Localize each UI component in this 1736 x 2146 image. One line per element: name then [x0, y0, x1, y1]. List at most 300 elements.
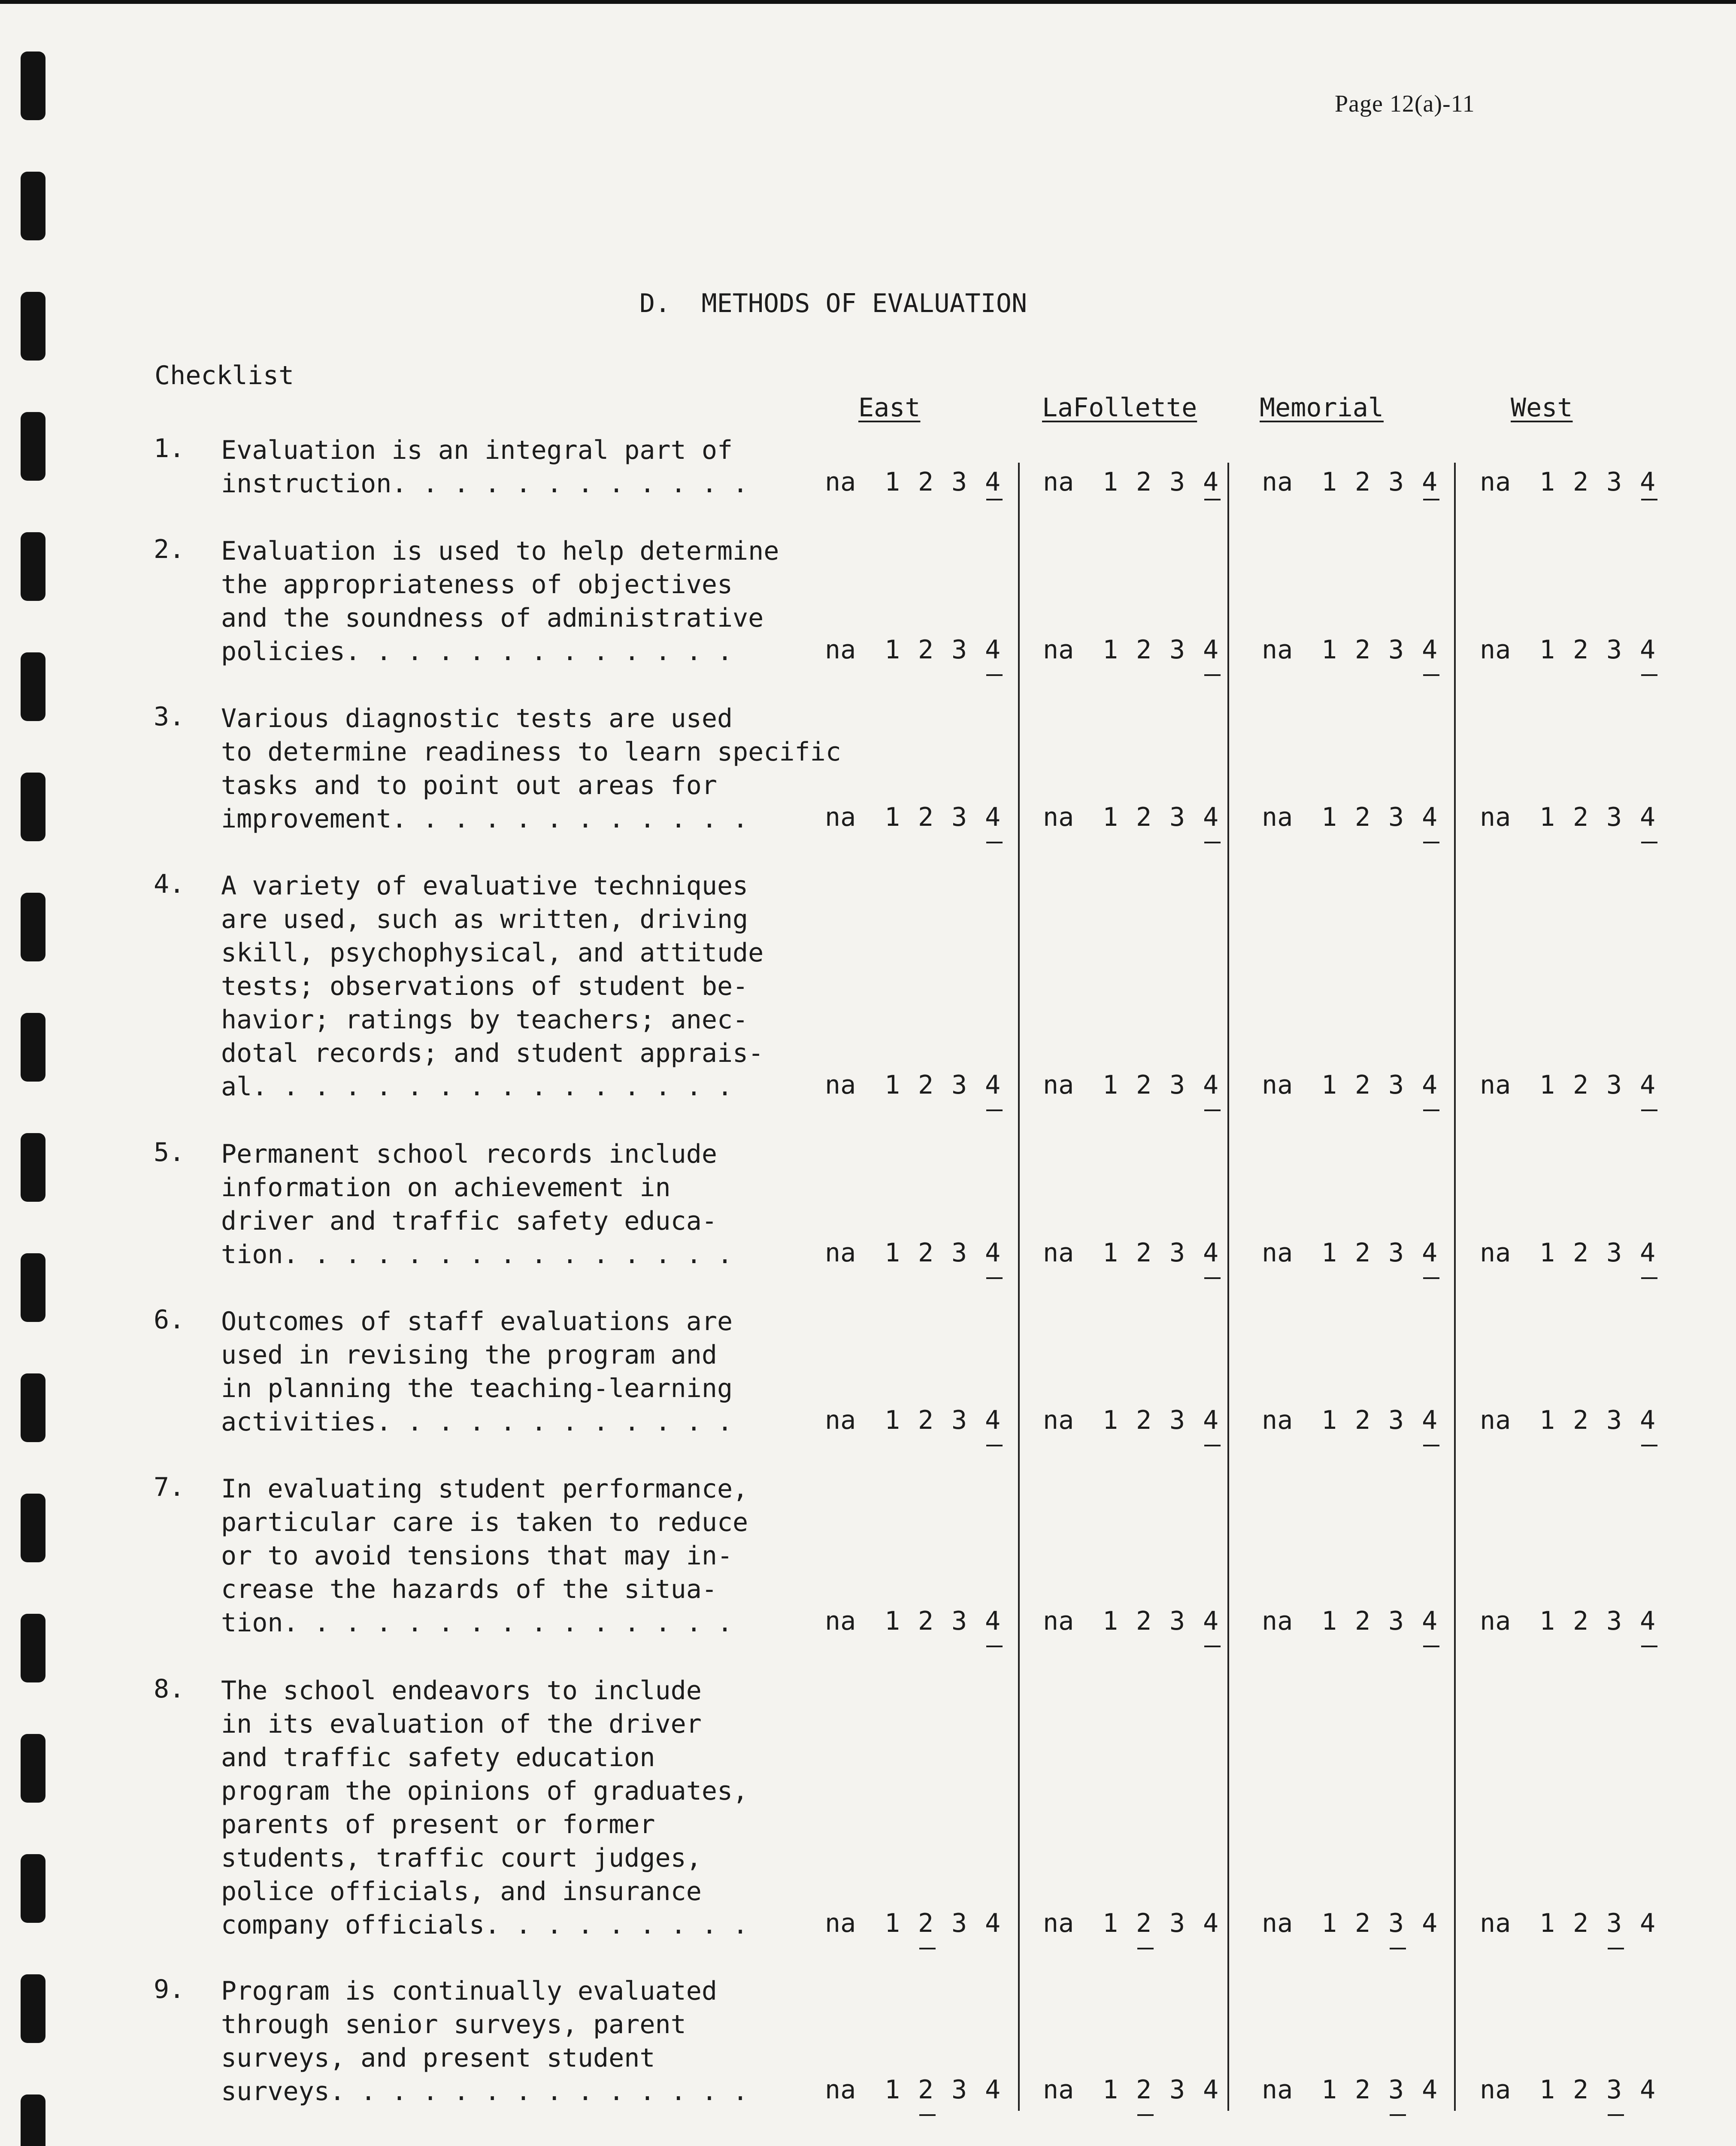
- rating-option: na: [1262, 2075, 1293, 2105]
- selected-rating: 4: [1631, 467, 1664, 497]
- rating-option: na: [1262, 1908, 1293, 1938]
- selected-rating: 4: [1631, 1070, 1664, 1100]
- rating-option: 3: [1606, 1070, 1622, 1100]
- item-text-line: tion. . . . . . . . . . . . . . .: [221, 1608, 733, 1638]
- rating-option: 3: [951, 802, 967, 832]
- rating-option: 1: [884, 802, 900, 832]
- item-text-line: and traffic safety education: [221, 1743, 655, 1773]
- punch-hole: [21, 1133, 45, 1202]
- rating-option: 1: [1321, 635, 1337, 665]
- rating-option: 4: [1639, 2075, 1656, 2105]
- rating-option: 3: [951, 1908, 967, 1938]
- rating-east: [825, 1238, 1009, 1268]
- rating-option: 2: [918, 1070, 934, 1100]
- rating-east: [825, 635, 1009, 665]
- rating-option: 2: [1136, 1238, 1152, 1268]
- rating-option: na: [825, 1908, 856, 1938]
- rating-option: 3: [1606, 467, 1622, 497]
- rating-west: [1480, 1606, 1664, 1636]
- selected-rating: 3: [1379, 2075, 1413, 2105]
- rating-option: 3: [1388, 1070, 1404, 1100]
- rating-option: 3: [1169, 2075, 1185, 2105]
- selected-rating: 4: [1413, 1070, 1446, 1100]
- rating-option: 1: [1539, 1238, 1555, 1268]
- rating-option: 2: [918, 1606, 934, 1636]
- item-number: 1.: [154, 433, 185, 464]
- item-text-line: used in revising the program and: [221, 1340, 717, 1370]
- rating-option: na: [1262, 1238, 1293, 1268]
- rating-west: [1480, 467, 1664, 497]
- item-text-line: crease the hazards of the situa-: [221, 1574, 717, 1604]
- selected-rating: 3: [1379, 1908, 1413, 1938]
- column-divider: [1454, 463, 1456, 2111]
- rating-option: 2: [918, 1405, 934, 1435]
- item-text-line: program the opinions of graduates,: [221, 1776, 748, 1806]
- item-number: 6.: [154, 1305, 185, 1335]
- rating-option: na: [1043, 1908, 1074, 1938]
- rating-option: na: [825, 635, 856, 665]
- rating-lafollette: [1043, 1908, 1227, 1938]
- rating-option: na: [1262, 467, 1293, 497]
- rating-option: 3: [1388, 802, 1404, 832]
- rating-memorial: [1262, 1908, 1446, 1938]
- rating-option: 3: [1169, 467, 1185, 497]
- rating-option: 1: [1102, 2075, 1118, 2105]
- item-text-line: The school endeavors to include: [221, 1676, 702, 1706]
- selected-rating: 4: [1413, 802, 1446, 832]
- rating-option: 2: [1136, 1606, 1152, 1636]
- column-header-west: West: [1511, 393, 1573, 423]
- rating-option: 2: [1572, 1070, 1589, 1100]
- item-text-line: students, traffic court judges,: [221, 1843, 702, 1873]
- rating-option: 1: [884, 1070, 900, 1100]
- rating-memorial: [1262, 635, 1446, 665]
- rating-option: 2: [1572, 802, 1589, 832]
- rating-west: [1480, 1908, 1664, 1938]
- punch-hole: [21, 652, 45, 721]
- rating-option: 1: [1321, 1238, 1337, 1268]
- rating-option: 1: [1102, 635, 1118, 665]
- rating-option: 1: [1539, 467, 1555, 497]
- item-number: 7.: [154, 1472, 185, 1502]
- rating-option: 4: [1421, 1908, 1438, 1938]
- rating-option: na: [1480, 1908, 1511, 1938]
- rating-option: 1: [884, 1238, 900, 1268]
- rating-option: na: [825, 1070, 856, 1100]
- item-text-line: instruction. . . . . . . . . . . .: [221, 469, 748, 499]
- rating-east: [825, 1908, 1009, 1938]
- rating-option: 3: [1169, 1908, 1185, 1938]
- rating-east: [825, 2075, 1009, 2105]
- rating-option: 3: [951, 1070, 967, 1100]
- item-number: 8.: [154, 1674, 185, 1704]
- rating-option: 3: [1169, 802, 1185, 832]
- rating-option: na: [1262, 1070, 1293, 1100]
- rating-lafollette: [1043, 1405, 1227, 1435]
- item-text-line: policies. . . . . . . . . . . . .: [221, 637, 733, 667]
- rating-option: 2: [1136, 1405, 1152, 1435]
- rating-option: 2: [1354, 467, 1371, 497]
- punch-hole: [21, 1974, 45, 2043]
- rating-option: 1: [1102, 1908, 1118, 1938]
- item-text-line: Program is continually evaluated: [221, 1976, 717, 2006]
- rating-option: 1: [884, 467, 900, 497]
- rating-option: 4: [1203, 1908, 1219, 1938]
- item-text-line: particular care is taken to reduce: [221, 1507, 748, 1537]
- selected-rating: 4: [1194, 1405, 1227, 1435]
- selected-rating: 4: [1194, 1238, 1227, 1268]
- rating-option: 1: [1102, 1405, 1118, 1435]
- rating-option: 1: [1321, 1070, 1337, 1100]
- rating-memorial: [1262, 1070, 1446, 1100]
- item-text-line: tion. . . . . . . . . . . . . . .: [221, 1240, 733, 1270]
- rating-option: na: [1480, 1238, 1511, 1268]
- item-text-line: driver and traffic safety educa-: [221, 1206, 717, 1236]
- selected-rating: 3: [1597, 2075, 1631, 2105]
- punch-hole: [21, 412, 45, 481]
- rating-option: 1: [884, 1405, 900, 1435]
- rating-option: na: [1480, 2075, 1511, 2105]
- rating-option: 2: [1136, 1070, 1152, 1100]
- rating-option: 3: [951, 2075, 967, 2105]
- rating-option: 2: [1572, 467, 1589, 497]
- rating-west: [1480, 1405, 1664, 1435]
- rating-option: 3: [951, 1405, 967, 1435]
- rating-option: na: [825, 1238, 856, 1268]
- rating-option: 2: [1354, 1405, 1371, 1435]
- item-text-line: Various diagnostic tests are used: [221, 703, 733, 734]
- rating-option: na: [825, 802, 856, 832]
- punch-hole: [21, 532, 45, 601]
- rating-option: na: [1043, 635, 1074, 665]
- item-text-line: Permanent school records include: [221, 1139, 717, 1169]
- rating-option: 1: [1102, 1606, 1118, 1636]
- rating-option: 1: [1321, 802, 1337, 832]
- rating-option: 2: [1354, 802, 1371, 832]
- rating-option: 2: [1354, 1238, 1371, 1268]
- rating-option: 1: [1102, 467, 1118, 497]
- selected-rating: 2: [1127, 2075, 1160, 2105]
- page-number: Page 12(a)-11: [1335, 91, 1475, 117]
- selected-rating: 2: [1127, 1908, 1160, 1938]
- rating-option: na: [1480, 1606, 1511, 1636]
- rating-lafollette: [1043, 1070, 1227, 1100]
- item-text: [221, 534, 779, 668]
- rating-west: [1480, 1238, 1664, 1268]
- rating-option: na: [1043, 2075, 1074, 2105]
- top-border: [0, 0, 1736, 4]
- item-text: [221, 702, 841, 836]
- rating-option: 2: [1354, 1606, 1371, 1636]
- selected-rating: 4: [1413, 467, 1446, 497]
- punch-hole: [21, 773, 45, 841]
- item-text-line: tests; observations of student be-: [221, 971, 748, 1001]
- rating-option: na: [1480, 467, 1511, 497]
- item-text-line: are used, such as written, driving: [221, 904, 748, 934]
- rating-option: 3: [951, 1238, 967, 1268]
- rating-option: 2: [1572, 1606, 1589, 1636]
- item-text: [221, 1305, 733, 1439]
- rating-lafollette: [1043, 467, 1227, 497]
- binder-punch-holes: [21, 52, 55, 2146]
- rating-option: na: [825, 2075, 856, 2105]
- rating-option: 1: [1102, 1070, 1118, 1100]
- rating-option: 2: [1136, 635, 1152, 665]
- selected-rating: 3: [1597, 1908, 1631, 1938]
- rating-west: [1480, 802, 1664, 832]
- rating-option: 1: [1102, 802, 1118, 832]
- checklist-label: Checklist: [155, 361, 294, 391]
- selected-rating: 4: [976, 635, 1009, 665]
- rating-lafollette: [1043, 2075, 1227, 2105]
- item-text-line: Evaluation is used to help determine: [221, 536, 779, 566]
- rating-option: 2: [1136, 802, 1152, 832]
- selected-rating: 4: [1413, 1606, 1446, 1636]
- rating-option: 1: [884, 1606, 900, 1636]
- selected-rating: 4: [1631, 1606, 1664, 1636]
- rating-lafollette: [1043, 802, 1227, 832]
- rating-option: na: [1262, 1405, 1293, 1435]
- column-header-lafollette: LaFollette: [1042, 393, 1197, 423]
- rating-option: 2: [1136, 467, 1152, 497]
- selected-rating: 4: [1631, 1405, 1664, 1435]
- rating-option: 3: [1169, 1070, 1185, 1100]
- item-text-line: or to avoid tensions that may in-: [221, 1541, 733, 1571]
- item-text-line: Outcomes of staff evaluations are: [221, 1306, 733, 1337]
- rating-option: 2: [1572, 1908, 1589, 1938]
- item-number: 3.: [154, 702, 185, 732]
- punch-hole: [21, 1734, 45, 1803]
- rating-option: 3: [1388, 1238, 1404, 1268]
- rating-option: na: [825, 1405, 856, 1435]
- item-text-line: surveys, and present student: [221, 2043, 655, 2073]
- rating-east: [825, 1070, 1009, 1100]
- rating-option: na: [1043, 1606, 1074, 1636]
- rating-option: na: [825, 1606, 856, 1636]
- item-text-line: dotal records; and student apprais-: [221, 1038, 764, 1068]
- selected-rating: 4: [1194, 1606, 1227, 1636]
- rating-option: 2: [1572, 1405, 1589, 1435]
- item-text-line: the appropriateness of objectives: [221, 570, 733, 600]
- rating-option: 2: [918, 1238, 934, 1268]
- column-header-east: East: [858, 393, 921, 423]
- column-header-memorial: Memorial: [1260, 393, 1384, 423]
- rating-option: na: [1262, 635, 1293, 665]
- rating-option: 2: [1354, 1070, 1371, 1100]
- punch-hole: [21, 1253, 45, 1322]
- rating-memorial: [1262, 2075, 1446, 2105]
- item-text-line: A variety of evaluative techniques: [221, 871, 748, 901]
- punch-hole: [21, 1013, 45, 1082]
- item-text: [221, 1137, 733, 1271]
- rating-option: na: [1480, 1070, 1511, 1100]
- selected-rating: 4: [976, 1070, 1009, 1100]
- rating-option: 3: [1388, 467, 1404, 497]
- rating-option: na: [825, 467, 856, 497]
- item-text-line: in its evaluation of the driver: [221, 1709, 702, 1739]
- selected-rating: 4: [1194, 635, 1227, 665]
- punch-hole: [21, 1614, 45, 1682]
- rating-option: 1: [1321, 1405, 1337, 1435]
- selected-rating: 4: [1413, 635, 1446, 665]
- rating-option: na: [1480, 635, 1511, 665]
- rating-option: 4: [985, 2075, 1001, 2105]
- rating-option: 4: [1639, 1908, 1656, 1938]
- rating-lafollette: [1043, 635, 1227, 665]
- selected-rating: 4: [976, 1238, 1009, 1268]
- item-text: [221, 1974, 748, 2108]
- item-text-line: tasks and to point out areas for: [221, 770, 717, 800]
- item-text-line: to determine readiness to learn specific: [221, 737, 841, 767]
- rating-option: 3: [1606, 1405, 1622, 1435]
- rating-option: 3: [1606, 1606, 1622, 1636]
- item-text-line: activities. . . . . . . . . . . .: [221, 1407, 733, 1437]
- rating-option: 4: [1203, 2075, 1219, 2105]
- rating-option: na: [1043, 1405, 1074, 1435]
- punch-hole: [21, 292, 45, 361]
- item-text-line: havior; ratings by teachers; anec-: [221, 1005, 748, 1035]
- rating-option: 3: [1169, 1606, 1185, 1636]
- rating-memorial: [1262, 467, 1446, 497]
- rating-option: 1: [1539, 2075, 1555, 2105]
- rating-lafollette: [1043, 1606, 1227, 1636]
- rating-option: na: [1480, 1405, 1511, 1435]
- item-text: [221, 1472, 748, 1640]
- rating-option: 1: [1321, 1908, 1337, 1938]
- selected-rating: 4: [1194, 467, 1227, 497]
- item-text-line: skill, psychophysical, and attitude: [221, 938, 764, 968]
- selected-rating: 4: [1413, 1238, 1446, 1268]
- rating-option: 3: [1606, 802, 1622, 832]
- rating-option: 1: [1321, 1606, 1337, 1636]
- rating-option: 2: [1572, 635, 1589, 665]
- section-title: D. METHODS OF EVALUATION: [639, 288, 1027, 318]
- rating-option: 1: [1539, 635, 1555, 665]
- selected-rating: 4: [1631, 1238, 1664, 1268]
- item-number: 5.: [154, 1137, 185, 1167]
- selected-rating: 4: [1194, 802, 1227, 832]
- item-text-line: in planning the teaching-learning: [221, 1373, 733, 1403]
- rating-option: 2: [918, 635, 934, 665]
- rating-option: 4: [985, 1908, 1001, 1938]
- rating-east: [825, 802, 1009, 832]
- rating-option: na: [1262, 802, 1293, 832]
- selected-rating: 4: [976, 1405, 1009, 1435]
- column-divider: [1227, 463, 1229, 2111]
- item-number: 9.: [154, 1974, 185, 2004]
- item-text: [221, 433, 748, 500]
- rating-option: na: [1480, 802, 1511, 832]
- selected-rating: 4: [1413, 1405, 1446, 1435]
- selected-rating: 4: [1194, 1070, 1227, 1100]
- rating-option: 1: [884, 635, 900, 665]
- rating-option: 1: [1321, 467, 1337, 497]
- rating-option: 2: [1354, 1908, 1371, 1938]
- rating-option: 3: [1388, 1405, 1404, 1435]
- item-text-line: through senior surveys, parent: [221, 2010, 686, 2040]
- rating-option: 3: [1606, 1238, 1622, 1268]
- column-divider: [1018, 463, 1020, 2111]
- punch-hole: [21, 893, 45, 961]
- rating-memorial: [1262, 802, 1446, 832]
- rating-option: 2: [1354, 635, 1371, 665]
- item-text-line: improvement. . . . . . . . . . . .: [221, 804, 748, 834]
- rating-option: 3: [951, 635, 967, 665]
- selected-rating: 4: [976, 1606, 1009, 1636]
- rating-option: na: [1262, 1606, 1293, 1636]
- rating-option: 1: [1539, 1070, 1555, 1100]
- item-text-line: information on achievement in: [221, 1173, 671, 1203]
- rating-west: [1480, 635, 1664, 665]
- punch-hole: [21, 1494, 45, 1562]
- item-text-line: In evaluating student performance,: [221, 1474, 748, 1504]
- punch-hole: [21, 172, 45, 240]
- rating-west: [1480, 1070, 1664, 1100]
- rating-option: 3: [1169, 635, 1185, 665]
- selected-rating: 4: [976, 802, 1009, 832]
- selected-rating: 2: [909, 2075, 942, 2105]
- item-text-line: company officials. . . . . . . . .: [221, 1910, 748, 1940]
- item-text-line: Evaluation is an integral part of: [221, 435, 733, 465]
- item-text-line: and the soundness of administrative: [221, 603, 764, 633]
- rating-option: 1: [1102, 1238, 1118, 1268]
- item-number: 2.: [154, 534, 185, 564]
- rating-option: 1: [1321, 2075, 1337, 2105]
- rating-option: 4: [1421, 2075, 1438, 2105]
- rating-option: 3: [951, 467, 967, 497]
- item-text-line: police officials, and insurance: [221, 1876, 702, 1907]
- rating-option: 1: [1539, 1908, 1555, 1938]
- rating-option: 3: [1606, 635, 1622, 665]
- rating-option: 1: [1539, 1405, 1555, 1435]
- rating-option: na: [1043, 1070, 1074, 1100]
- item-number: 4.: [154, 869, 185, 899]
- rating-option: 1: [884, 2075, 900, 2105]
- item-text-line: parents of present or former: [221, 1810, 655, 1840]
- punch-hole: [21, 52, 45, 120]
- rating-option: 3: [1169, 1238, 1185, 1268]
- selected-rating: 4: [1631, 802, 1664, 832]
- rating-option: 2: [1572, 1238, 1589, 1268]
- rating-east: [825, 1606, 1009, 1636]
- rating-option: 2: [918, 802, 934, 832]
- rating-option: 3: [951, 1606, 967, 1636]
- rating-option: 2: [1572, 2075, 1589, 2105]
- rating-memorial: [1262, 1405, 1446, 1435]
- rating-option: 3: [1388, 635, 1404, 665]
- rating-west: [1480, 2075, 1664, 2105]
- rating-option: 2: [918, 467, 934, 497]
- rating-option: 1: [1539, 802, 1555, 832]
- item-text: [221, 1674, 748, 1942]
- item-text-line: surveys. . . . . . . . . . . . . .: [221, 2076, 748, 2107]
- rating-option: na: [1043, 1238, 1074, 1268]
- rating-option: 3: [1388, 1606, 1404, 1636]
- punch-hole: [21, 1373, 45, 1442]
- rating-option: na: [1043, 802, 1074, 832]
- selected-rating: 2: [909, 1908, 942, 1938]
- rating-memorial: [1262, 1606, 1446, 1636]
- punch-hole: [21, 1854, 45, 1923]
- rating-option: 1: [1539, 1606, 1555, 1636]
- rating-east: [825, 467, 1009, 497]
- rating-lafollette: [1043, 1238, 1227, 1268]
- selected-rating: 4: [1631, 635, 1664, 665]
- rating-option: 1: [884, 1908, 900, 1938]
- rating-memorial: [1262, 1238, 1446, 1268]
- punch-hole: [21, 2094, 45, 2146]
- item-text: [221, 869, 763, 1103]
